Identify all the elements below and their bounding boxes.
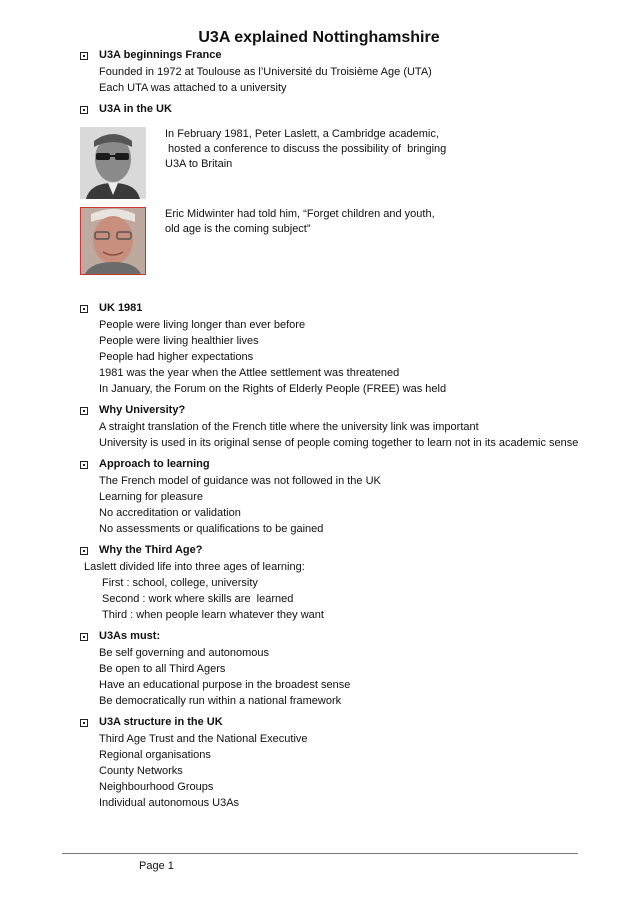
text-line: County Networks	[99, 765, 183, 777]
text-line: Neighbourhood Groups	[99, 781, 214, 793]
section-heading-uk: U3A in the UK	[99, 103, 172, 115]
section-heading-structure: U3A structure in the UK	[99, 716, 223, 728]
text-line: Third : when people learn whatever they want	[102, 609, 324, 621]
page-number: Page 1	[139, 860, 174, 872]
text-line: People were living healthier lives	[99, 335, 259, 347]
text-line: hosted a conference to discuss the possibility of bringing	[165, 143, 447, 155]
text-line: In January, the Forum on the Rights of Elderly People (FREE) was held	[99, 383, 447, 395]
text-line: Be self governing and autonomous	[99, 647, 270, 659]
text-line: old age is the coming subject”	[165, 223, 311, 235]
text-line: Founded in 1972 at Toulouse as l’Université du Troisième Age (UTA)	[99, 66, 432, 78]
text-line: In February 1981, Peter Laslett, a Cambridge academic,	[165, 128, 439, 140]
text-line: People were living longer than ever before	[99, 319, 306, 331]
text-line: Have an educational purpose in the broadest sense	[99, 679, 351, 691]
text-line: First : school, college, university	[102, 577, 258, 589]
section-heading-university: Why University?	[99, 404, 186, 416]
text-line: Each UTA was attached to a university	[99, 82, 287, 94]
section-heading-uk1981: UK 1981	[99, 302, 143, 314]
text-line: University is used in its original sense of people coming together to learn not in its academic sense	[99, 437, 579, 449]
portrait-photo-laslett	[80, 127, 146, 199]
bullet-icon	[80, 106, 88, 114]
text-line: People had higher expectations	[99, 351, 254, 363]
bullet-icon	[80, 547, 88, 555]
text-line: Third Age Trust and the National Executive	[99, 733, 308, 745]
text-line: Learning for pleasure	[99, 491, 203, 503]
section-heading-france: U3A beginnings France	[99, 49, 222, 61]
bullet-icon	[80, 719, 88, 727]
bullet-icon	[80, 461, 88, 469]
portrait-photo-midwinter	[80, 207, 146, 275]
section-heading-approach: Approach to learning	[99, 458, 210, 470]
bullet-icon	[80, 633, 88, 641]
text-line: A straight translation of the French title where the university link was important	[99, 421, 479, 433]
text-line: Be democratically run within a national framework	[99, 695, 342, 707]
text-line: Laslett divided life into three ages of learning:	[84, 561, 305, 573]
text-line: Individual autonomous U3As	[99, 797, 240, 809]
bullet-icon	[80, 407, 88, 415]
page-title: U3A explained Nottinghamshire	[198, 29, 440, 46]
text-line: U3A to Britain	[165, 158, 233, 170]
footer-divider	[62, 853, 578, 854]
section-heading-thirdage: Why the Third Age?	[99, 544, 203, 556]
text-line: 1981 was the year when the Attlee settlement was threatened	[99, 367, 400, 379]
section-heading-must: U3As must:	[99, 630, 161, 642]
text-line: Second : work where skills are learned	[102, 593, 294, 605]
bullet-icon	[80, 305, 88, 313]
text-line: Be open to all Third Agers	[99, 663, 226, 675]
text-line: The French model of guidance was not followed in the UK	[99, 475, 381, 487]
text-line: No accreditation or validation	[99, 507, 241, 519]
bullet-icon	[80, 52, 88, 60]
text-line: Regional organisations	[99, 749, 211, 761]
text-line: Eric Midwinter had told him, “Forget children and youth,	[165, 208, 435, 220]
text-line: No assessments or qualifications to be gained	[99, 523, 324, 535]
